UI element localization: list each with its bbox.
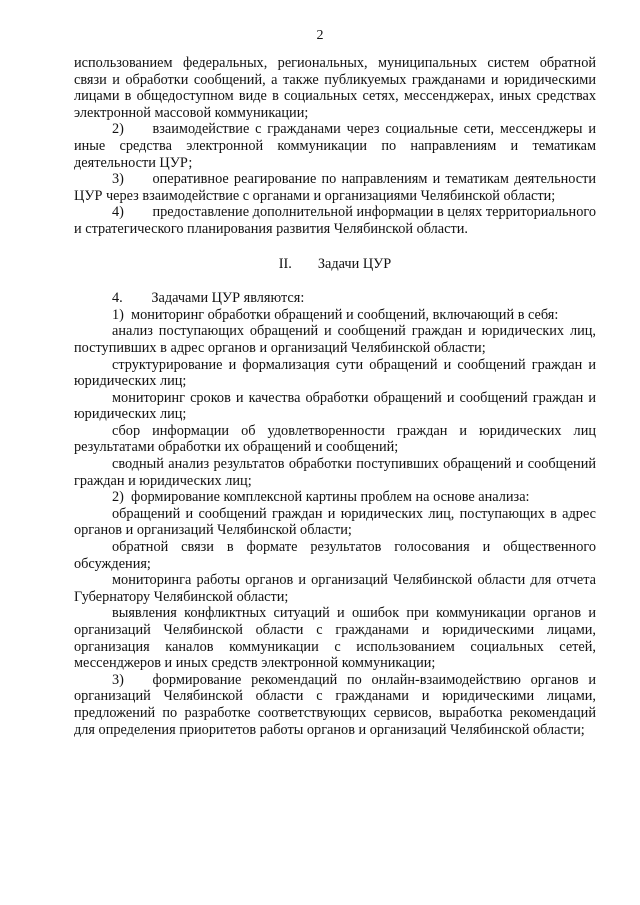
- section-heading: [74, 256, 596, 273]
- paragraph: обратной связи в формате результатов голосования и общественного обсуждения;: [74, 539, 596, 572]
- paragraph: сводный анализ результатов обработки поступивших обращений и сообщений граждан и юридических лиц;: [74, 456, 596, 489]
- paragraph: 4. Задачами ЦУР являются:: [112, 290, 305, 307]
- paragraph: выявления конфликтных ситуаций и ошибок при коммуникации органов и организаций Челябинской области с гражданами и юридическими лицами, организация каналов коммуникации с использованием социальных сетей, мессенджеров и иных средств электронной коммуникации;: [74, 605, 596, 672]
- paragraph: мониторинга работы органов и организаций Челябинской области для отчета Губернатору Челябинской области;: [74, 572, 596, 605]
- paragraph: 3) формирование рекомендаций по онлайн-взаимодействию органов и организаций Челябинской области с гражданами и юридическими лицами, предложений по разработке соответствующих сервисов, выработка рекомендаций для определения приоритетов работы органов и организаций Челябинской области;: [74, 671, 596, 738]
- paragraph: обращений и сообщений граждан и юридических лиц, поступающих в адрес органов и организаций Челябинской области;: [74, 505, 596, 539]
- paragraph: 1) мониторинг обработки обращений и сообщений, включающий в себя:: [112, 306, 559, 323]
- document-body: [74, 55, 596, 738]
- paragraph: структурирование и формализация сути обращений и сообщений граждан и юридических лиц;: [74, 356, 596, 390]
- paragraph: 2) взаимодействие с гражданами через социальные сети, мессенджеры и иные средства электронной коммуникации по направлениям и тематикам деятельности ЦУР;: [74, 121, 596, 171]
- paragraph: 3) оперативное реагирование по направлениям и тематикам деятельности ЦУР через взаимодействие с органами и организациями Челябинской области;: [74, 171, 596, 204]
- paragraph: использованием федеральных, региональных, муниципальных систем обратной связи и обработки сообщений, а также публикуемых гражданами и юридическими лицами в общедоступном виде в социальных сетях, мессенджерах, иных средствах электронной массовой коммуникации;: [74, 55, 596, 121]
- page-number: 2: [316, 28, 324, 43]
- section-title: Задачи ЦУР: [317, 255, 392, 272]
- paragraph: 4) предоставление дополнительной информации в целях территориального и стратегического планирования развития Челябинской области.: [74, 204, 596, 237]
- paragraph: мониторинг сроков и качества обработки обращений и сообщений граждан и юридических лиц;: [74, 389, 596, 423]
- paragraph: 2) формирование комплексной картины проблем на основе анализа:: [112, 489, 530, 506]
- section-number: II.: [278, 255, 292, 272]
- paragraph: сбор информации об удовлетворенности граждан и юридических лиц результатами обработки их обращений и сообщений;: [74, 422, 596, 456]
- paragraph: анализ поступающих обращений и сообщений граждан и юридических лиц, поступивших в адрес органов и организаций Челябинской области;: [74, 323, 596, 356]
